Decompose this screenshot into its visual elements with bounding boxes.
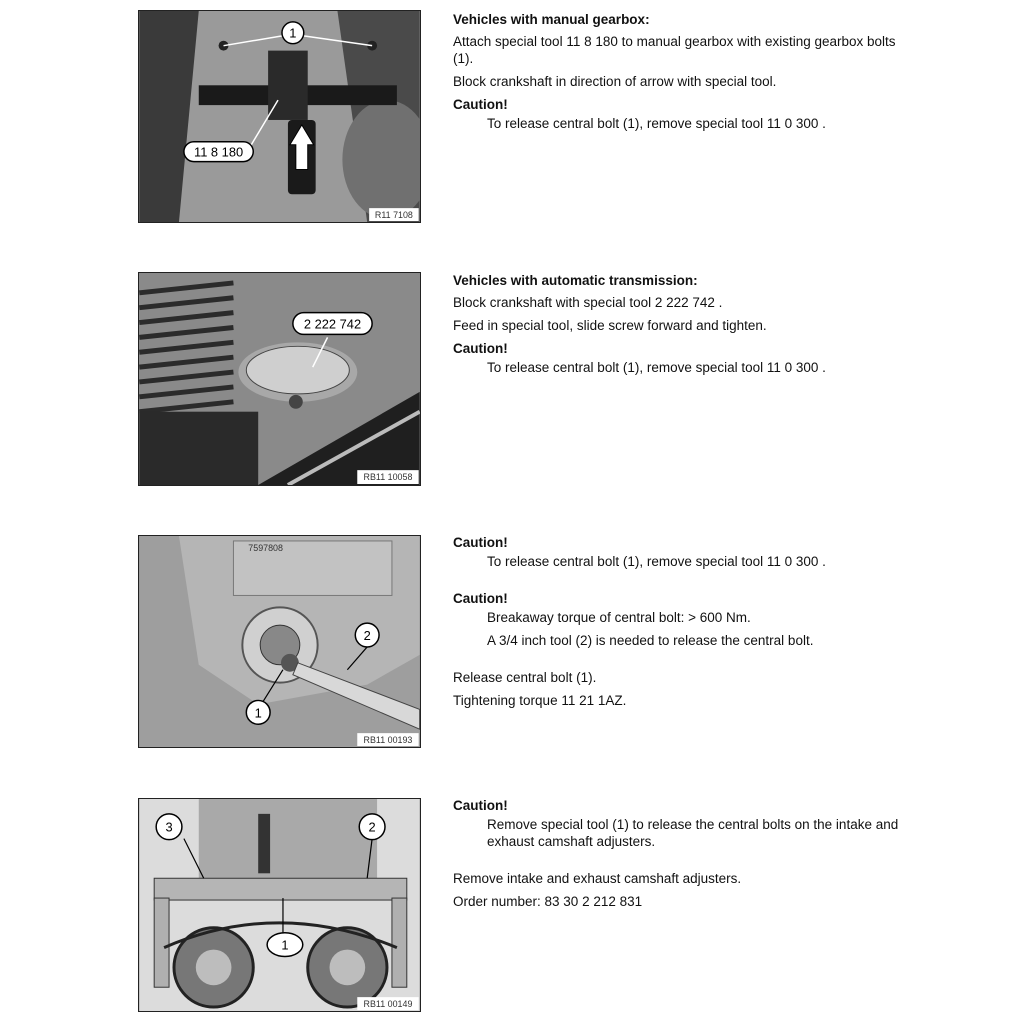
section-central-bolt <box>453 534 913 715</box>
tool-label-callout <box>184 142 253 162</box>
instruction-line: Remove intake and exhaust camshaft adjusters. <box>453 871 742 886</box>
tool-label-callout <box>293 313 372 335</box>
svg-text:2: 2 <box>368 819 376 835</box>
section-heading: Vehicles with manual gearbox: <box>453 12 650 27</box>
instruction-line: Block crankshaft in direction of arrow with special tool. <box>453 74 777 89</box>
svg-text:11 8 180: 11 8 180 <box>194 144 244 160</box>
automatic-transmission-illustration <box>139 273 420 485</box>
section-manual-gearbox <box>453 11 913 138</box>
svg-text:2 222 742: 2 222 742 <box>303 316 362 332</box>
callout-2 <box>355 623 379 647</box>
figure-ref: RB11 00149 <box>363 999 413 1010</box>
caution-label: Caution! <box>453 591 508 606</box>
instruction-line: Feed in special tool, slide screw forward and tighten. <box>453 318 767 333</box>
figure-central-bolt <box>138 535 421 748</box>
instruction-line: Attach special tool 11 8 180 to manual gearbox with existing gearbox bolts (1). <box>453 34 896 66</box>
figure-camshaft-adjusters <box>138 798 421 1012</box>
figure-ref: RB11 00193 <box>363 735 413 746</box>
svg-text:3: 3 <box>165 819 173 835</box>
figure-ref: R11 7108 <box>374 210 413 221</box>
manual-gearbox-illustration <box>139 11 420 222</box>
caution-text: To release central bolt (1), remove special tool 11 0 300 . <box>487 554 826 569</box>
casting-number: 7597808 <box>248 542 283 553</box>
section-heading: Vehicles with automatic transmission: <box>453 273 698 288</box>
caution-text: To release central bolt (1), remove special tool 11 0 300 . <box>487 116 826 131</box>
callout-3 <box>156 814 182 840</box>
instruction-line: Order number: 83 30 2 212 831 <box>453 894 643 909</box>
svg-text:1: 1 <box>289 25 297 41</box>
camshaft-adjusters-illustration <box>139 799 420 1011</box>
instruction-line: Release central bolt (1). <box>453 670 597 685</box>
figure-automatic-transmission <box>138 272 421 486</box>
instruction-line: Block crankshaft with special tool 2 222 742 . <box>453 295 723 310</box>
callout-1 <box>267 933 303 957</box>
instruction-line: Tightening torque 11 21 1AZ. <box>453 693 627 708</box>
caution-text: Remove special tool (1) to release the central bolts on the intake and exhaust camshaft adjusters. <box>487 817 899 849</box>
figure-manual-gearbox <box>138 10 421 223</box>
callout-1 <box>282 22 304 44</box>
callout-2 <box>359 814 385 840</box>
caution-label: Caution! <box>453 798 508 813</box>
caution-label: Caution! <box>453 535 508 550</box>
caution-label: Caution! <box>453 97 508 112</box>
caution-text: To release central bolt (1), remove special tool 11 0 300 . <box>487 360 826 375</box>
svg-text:1: 1 <box>254 705 262 721</box>
caution-label: Caution! <box>453 341 508 356</box>
caution-text: A 3/4 inch tool (2) is needed to release the central bolt. <box>487 633 814 648</box>
svg-text:2: 2 <box>363 628 371 644</box>
section-automatic-transmission <box>453 272 913 382</box>
caution-text: Breakaway torque of central bolt: > 600 Nm. <box>487 610 751 625</box>
section-camshaft-adjusters <box>453 797 913 916</box>
svg-text:1: 1 <box>281 937 289 953</box>
callout-1 <box>246 700 270 724</box>
central-bolt-illustration <box>139 536 420 747</box>
figure-ref: RB11 10058 <box>363 472 413 483</box>
